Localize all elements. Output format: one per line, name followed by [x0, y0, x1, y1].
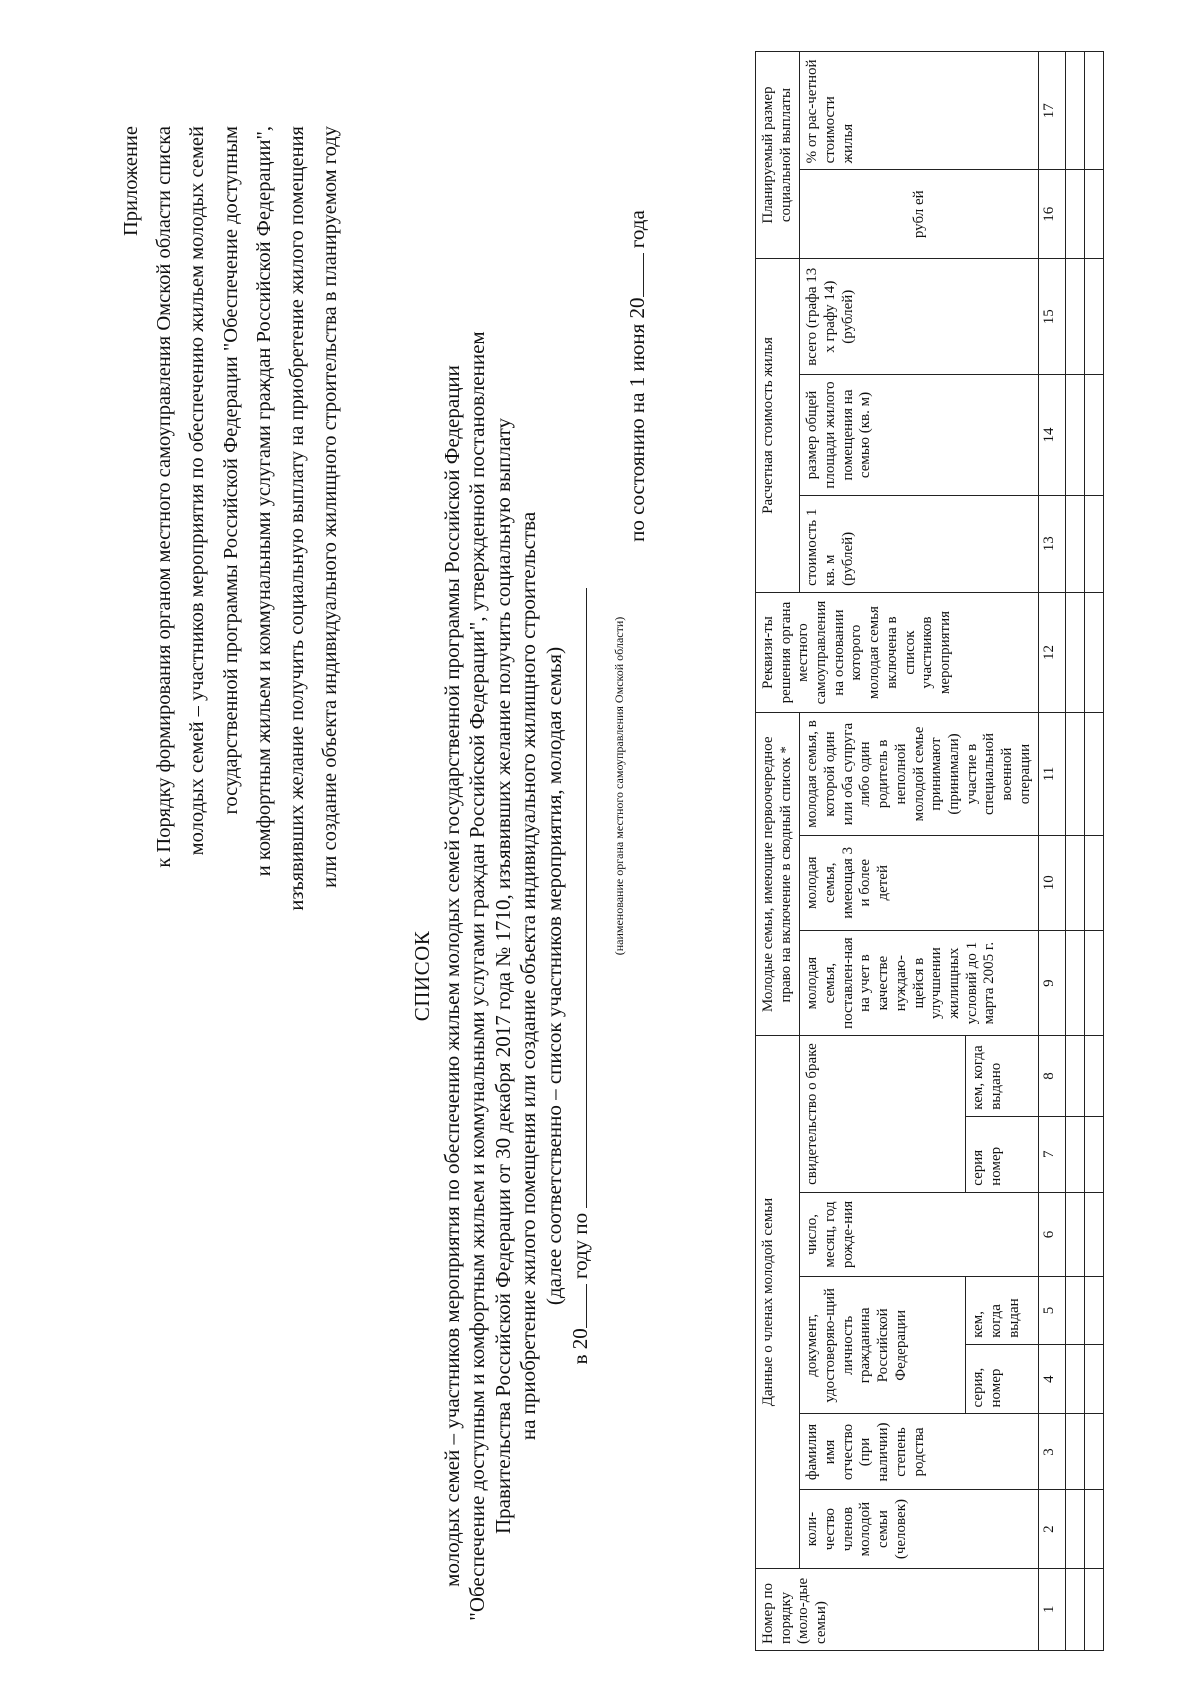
year-suffix: году по — [567, 1212, 592, 1279]
header-members: коли-чество членов молодой семьи (человек) — [800, 1490, 1039, 1568]
appendix-line: изъявивших желание получить социальную выплату на приобретение жилого помещения — [286, 126, 309, 911]
table-header-row — [800, 52, 966, 1651]
appendix-header — [115, 126, 347, 1506]
column-number: 11 — [1039, 713, 1066, 836]
asof-suffix: года — [625, 210, 649, 249]
header-payment: Планируемый размер социальной выплаты — [756, 52, 800, 259]
column-number: 8 — [1039, 1036, 1066, 1116]
column-number: 17 — [1039, 52, 1066, 170]
header-doc-series: серия, номер — [966, 1344, 1039, 1414]
header-priority-registered: молодая семья, поставлен-ная на учет в качестве нуждаю-щейся в улучшении жилищных условий до 1 марта 2005 г. — [800, 930, 1039, 1036]
header-priority-large-family: молодая семья, имеющая 3 и более детей — [800, 835, 1039, 930]
column-number: 1 — [1039, 1568, 1066, 1650]
column-number-row — [1039, 52, 1066, 1651]
header-number: Номер по порядку (моло-дые семьи) — [756, 1568, 1039, 1650]
appendix-line: к Порядку формирования органом местного самоуправления Омской области списка — [153, 126, 176, 868]
header-area: размер общей площади жилого помещения на семью (кв. м) — [800, 375, 1039, 495]
column-number: 2 — [1039, 1490, 1066, 1568]
asof-prefix: по состоянию на 1 июня 20 — [625, 297, 649, 542]
year-prefix: в 20 — [567, 1328, 592, 1365]
table-header-row — [756, 52, 800, 1651]
asof-blank — [625, 253, 644, 297]
header-birth-date: число, месяц, год рожде-ния — [800, 1192, 1039, 1276]
document-title: СПИСОК — [410, 930, 434, 1022]
heading-line: "Обеспечение доступным и комфортным жильем и коммунальными услугами граждан Российской Федерации", утвержденной постановлением — [465, 331, 490, 1621]
column-number: 15 — [1039, 259, 1066, 375]
column-number: 4 — [1039, 1344, 1066, 1414]
column-number: 14 — [1039, 375, 1066, 495]
as-of-line — [625, 76, 650, 676]
appendix-line: и комфортным жильем и коммунальными услугами граждан Российской Федерации", — [252, 126, 275, 877]
column-number: 5 — [1039, 1277, 1066, 1345]
heading-line: Правительства Российской Федерации от 30 декабря 2017 года № 1710, изъявивших желание получить социальную выплату — [490, 417, 515, 1535]
header-cost: Расчетная стоимость жилья — [756, 259, 800, 593]
column-number: 9 — [1039, 930, 1066, 1036]
column-number: 12 — [1039, 592, 1066, 712]
column-number: 10 — [1039, 835, 1066, 930]
header-name: фамилия имя отчество (при наличии) степень родства — [800, 1414, 1039, 1490]
header-id-document: документ, удостоверяю-щий личность гражданина Российской Федерации — [800, 1277, 966, 1414]
column-number: 6 — [1039, 1192, 1066, 1276]
header-marriage-issued: кем, когда выдано — [966, 1036, 1039, 1116]
header-marriage: свидетельство о браке — [800, 1036, 966, 1192]
participants-table — [755, 51, 1104, 1651]
table-row — [1066, 52, 1085, 1651]
appendix-line: государственной программы Российской Федерации "Обеспечение доступным — [219, 126, 242, 815]
header-priority: Молодые семьи, имеющие первоочередное право на включение в сводный список * — [756, 713, 800, 1036]
column-number: 7 — [1039, 1116, 1066, 1192]
org-blank — [568, 588, 587, 1208]
table-row — [1085, 52, 1104, 1651]
appendix-title: Приложение — [120, 126, 142, 237]
heading-line: молодых семей – участников мероприятия по обеспечению жильем молодых семей государственной программы Российской Федерации — [439, 365, 464, 1587]
appendix-line: молодых семей – участников мероприятия по обеспечению жильем молодых семей — [186, 126, 209, 856]
header-marriage-series: серия номер — [966, 1116, 1039, 1192]
header-doc-issued: кем, когда выдан — [966, 1277, 1039, 1345]
year-blank — [568, 1284, 587, 1328]
header-total: всего (графа 13 х графу 14) (рублей) — [800, 259, 1039, 375]
column-number: 16 — [1039, 170, 1066, 259]
header-family-data: Данные о членах молодой семьи — [756, 1036, 800, 1568]
header-percent: % от рас-четной стоимости жилья — [800, 52, 1039, 170]
header-priority-military: молодая семья, в которой один или оба супруга либо один родитель в неполной молодой семье принимают (принимали) участие в специальной военной операции — [800, 713, 1039, 836]
header-rubles: рубл ей — [800, 170, 1039, 259]
year-line — [568, 296, 594, 1656]
header-decision: Реквизи-ты решения органа местного самоуправления на основании которого молодая семья включена в список участников мероприятия — [756, 592, 1039, 712]
header-cost-sqm: стоимость 1 кв. м (рублей) — [800, 495, 1039, 592]
heading-line: на приобретение жилого помещения или создание объекта индивидуального жилищного строительства — [516, 511, 541, 1441]
list-heading — [410, 296, 593, 1656]
appendix-line: или создание объекта индивидуального жилищного строительства в планируемом году — [319, 126, 342, 888]
column-number: 3 — [1039, 1414, 1066, 1490]
org-caption: (наименование органа местного самоуправления Омской области) — [612, 616, 626, 956]
heading-line: (далее соответственно – список участников мероприятия, молодая семья) — [542, 646, 567, 1306]
column-number: 13 — [1039, 495, 1066, 592]
